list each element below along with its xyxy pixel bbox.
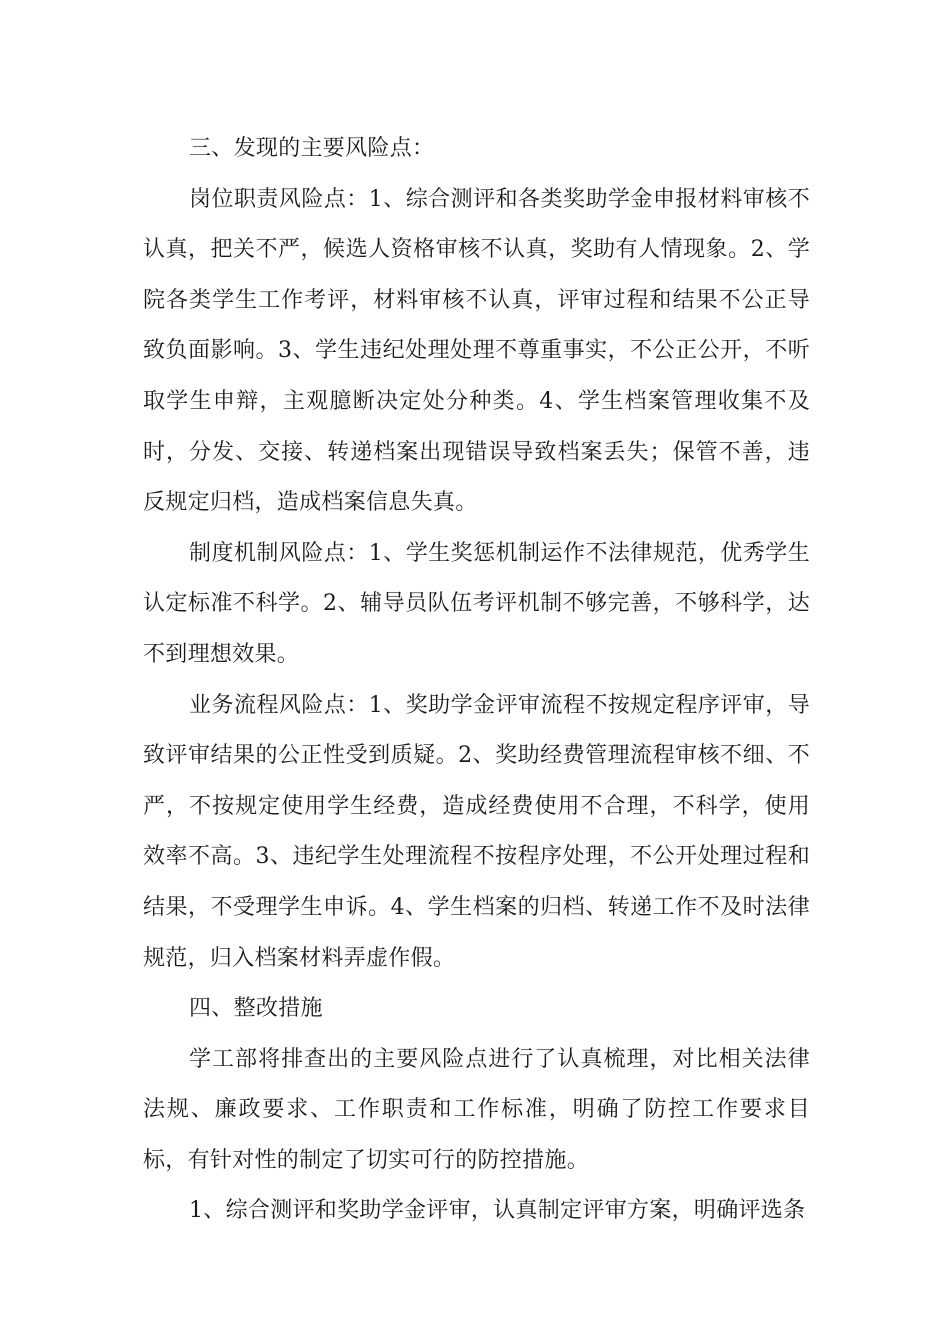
paragraph-system-mechanism-risks: 制度机制风险点：1、学生奖惩机制运作不法律规范，优秀学生认定标准不科学。2、辅导员队伍考评机制不够完善，不够科学，达不到理想效果。 — [143, 540, 810, 667]
section-heading-rectification: 四、整改措施 — [189, 996, 323, 1022]
paragraph-business-process-risks: 业务流程风险点：1、奖助学金评审流程不按规定程序评审，导致评审结果的公正性受到质疑。2、奖助经费管理流程审核不细、不严，不按规定使用学生经费，造成经费使用不合理，不科学，使用效率不高。3、违纪学生处理流程不按程序处理，不公开处理过程和结果，不受理学生申诉。4、学生档案的归档、转递工作不及时法律规范，归入档案材料弄虚作假。 — [143, 692, 810, 971]
paragraph-rectification-intro: 学工部将排查出的主要风险点进行了认真梳理，对比相关法律法规、廉政要求、工作职责和工作标准，明确了防控工作要求目标，有针对性的制定了切实可行的防控措施。 — [143, 1046, 810, 1173]
document-body — [143, 124, 810, 1237]
paragraph-measure-1: 1、综合测评和奖助学金评审，认真制定评审方案，明确评选条 — [189, 1198, 806, 1224]
section-heading-risk-points: 三、发现的主要风险点： — [189, 136, 435, 161]
paragraph-job-duty-risks: 岗位职责风险点：1、综合测评和各类奖助学金申报材料审核不认真，把关不严，候选人资格审核不认真，奖助有人情现象。2、学院各类学生工作考评，材料审核不认真，评审过程和结果不公正导致负面影响。3、学生违纪处理处理不尊重事实，不公正公开，不听取学生申辩，主观臆断决定处分种类。4、学生档案管理收集不及时，分发、交接、转递档案出现错误导致档案丢失；保管不善，违反规定归档，造成档案信息失真。 — [143, 186, 810, 516]
